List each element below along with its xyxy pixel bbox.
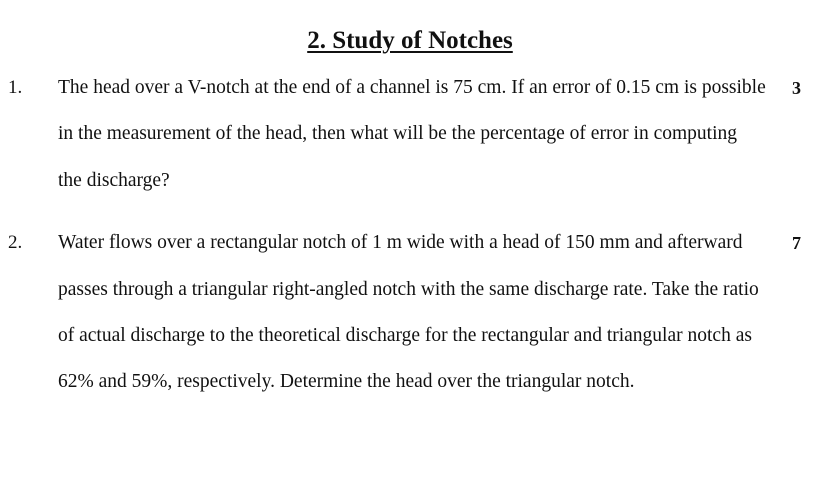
question-text-line: of actual discharge to the theoretical discharge for the rectangular and triangular notch as [58, 325, 752, 346]
question-marks: 3 [792, 78, 801, 98]
question-marks: 7 [792, 233, 801, 253]
question-text-line: the discharge? [58, 170, 170, 191]
page-title: 2. Study of Notches [307, 27, 513, 54]
question-number: 1. [8, 77, 23, 98]
question-text-line: The head over a V-notch at the end of a channel is 75 cm. If an error of 0.15 cm is possible [58, 77, 766, 98]
question-text-line: Water flows over a rectangular notch of 1 m wide with a head of 150 mm and afterward [58, 232, 743, 253]
question-text-line: 62% and 59%, respectively. Determine the head over the triangular notch. [58, 371, 635, 392]
question-text-line: passes through a triangular right-angled notch with the same discharge rate. Take the ratio [58, 279, 759, 300]
question-number: 2. [8, 232, 23, 253]
question-text-line: in the measurement of the head, then what will be the percentage of error in computing [58, 123, 738, 144]
